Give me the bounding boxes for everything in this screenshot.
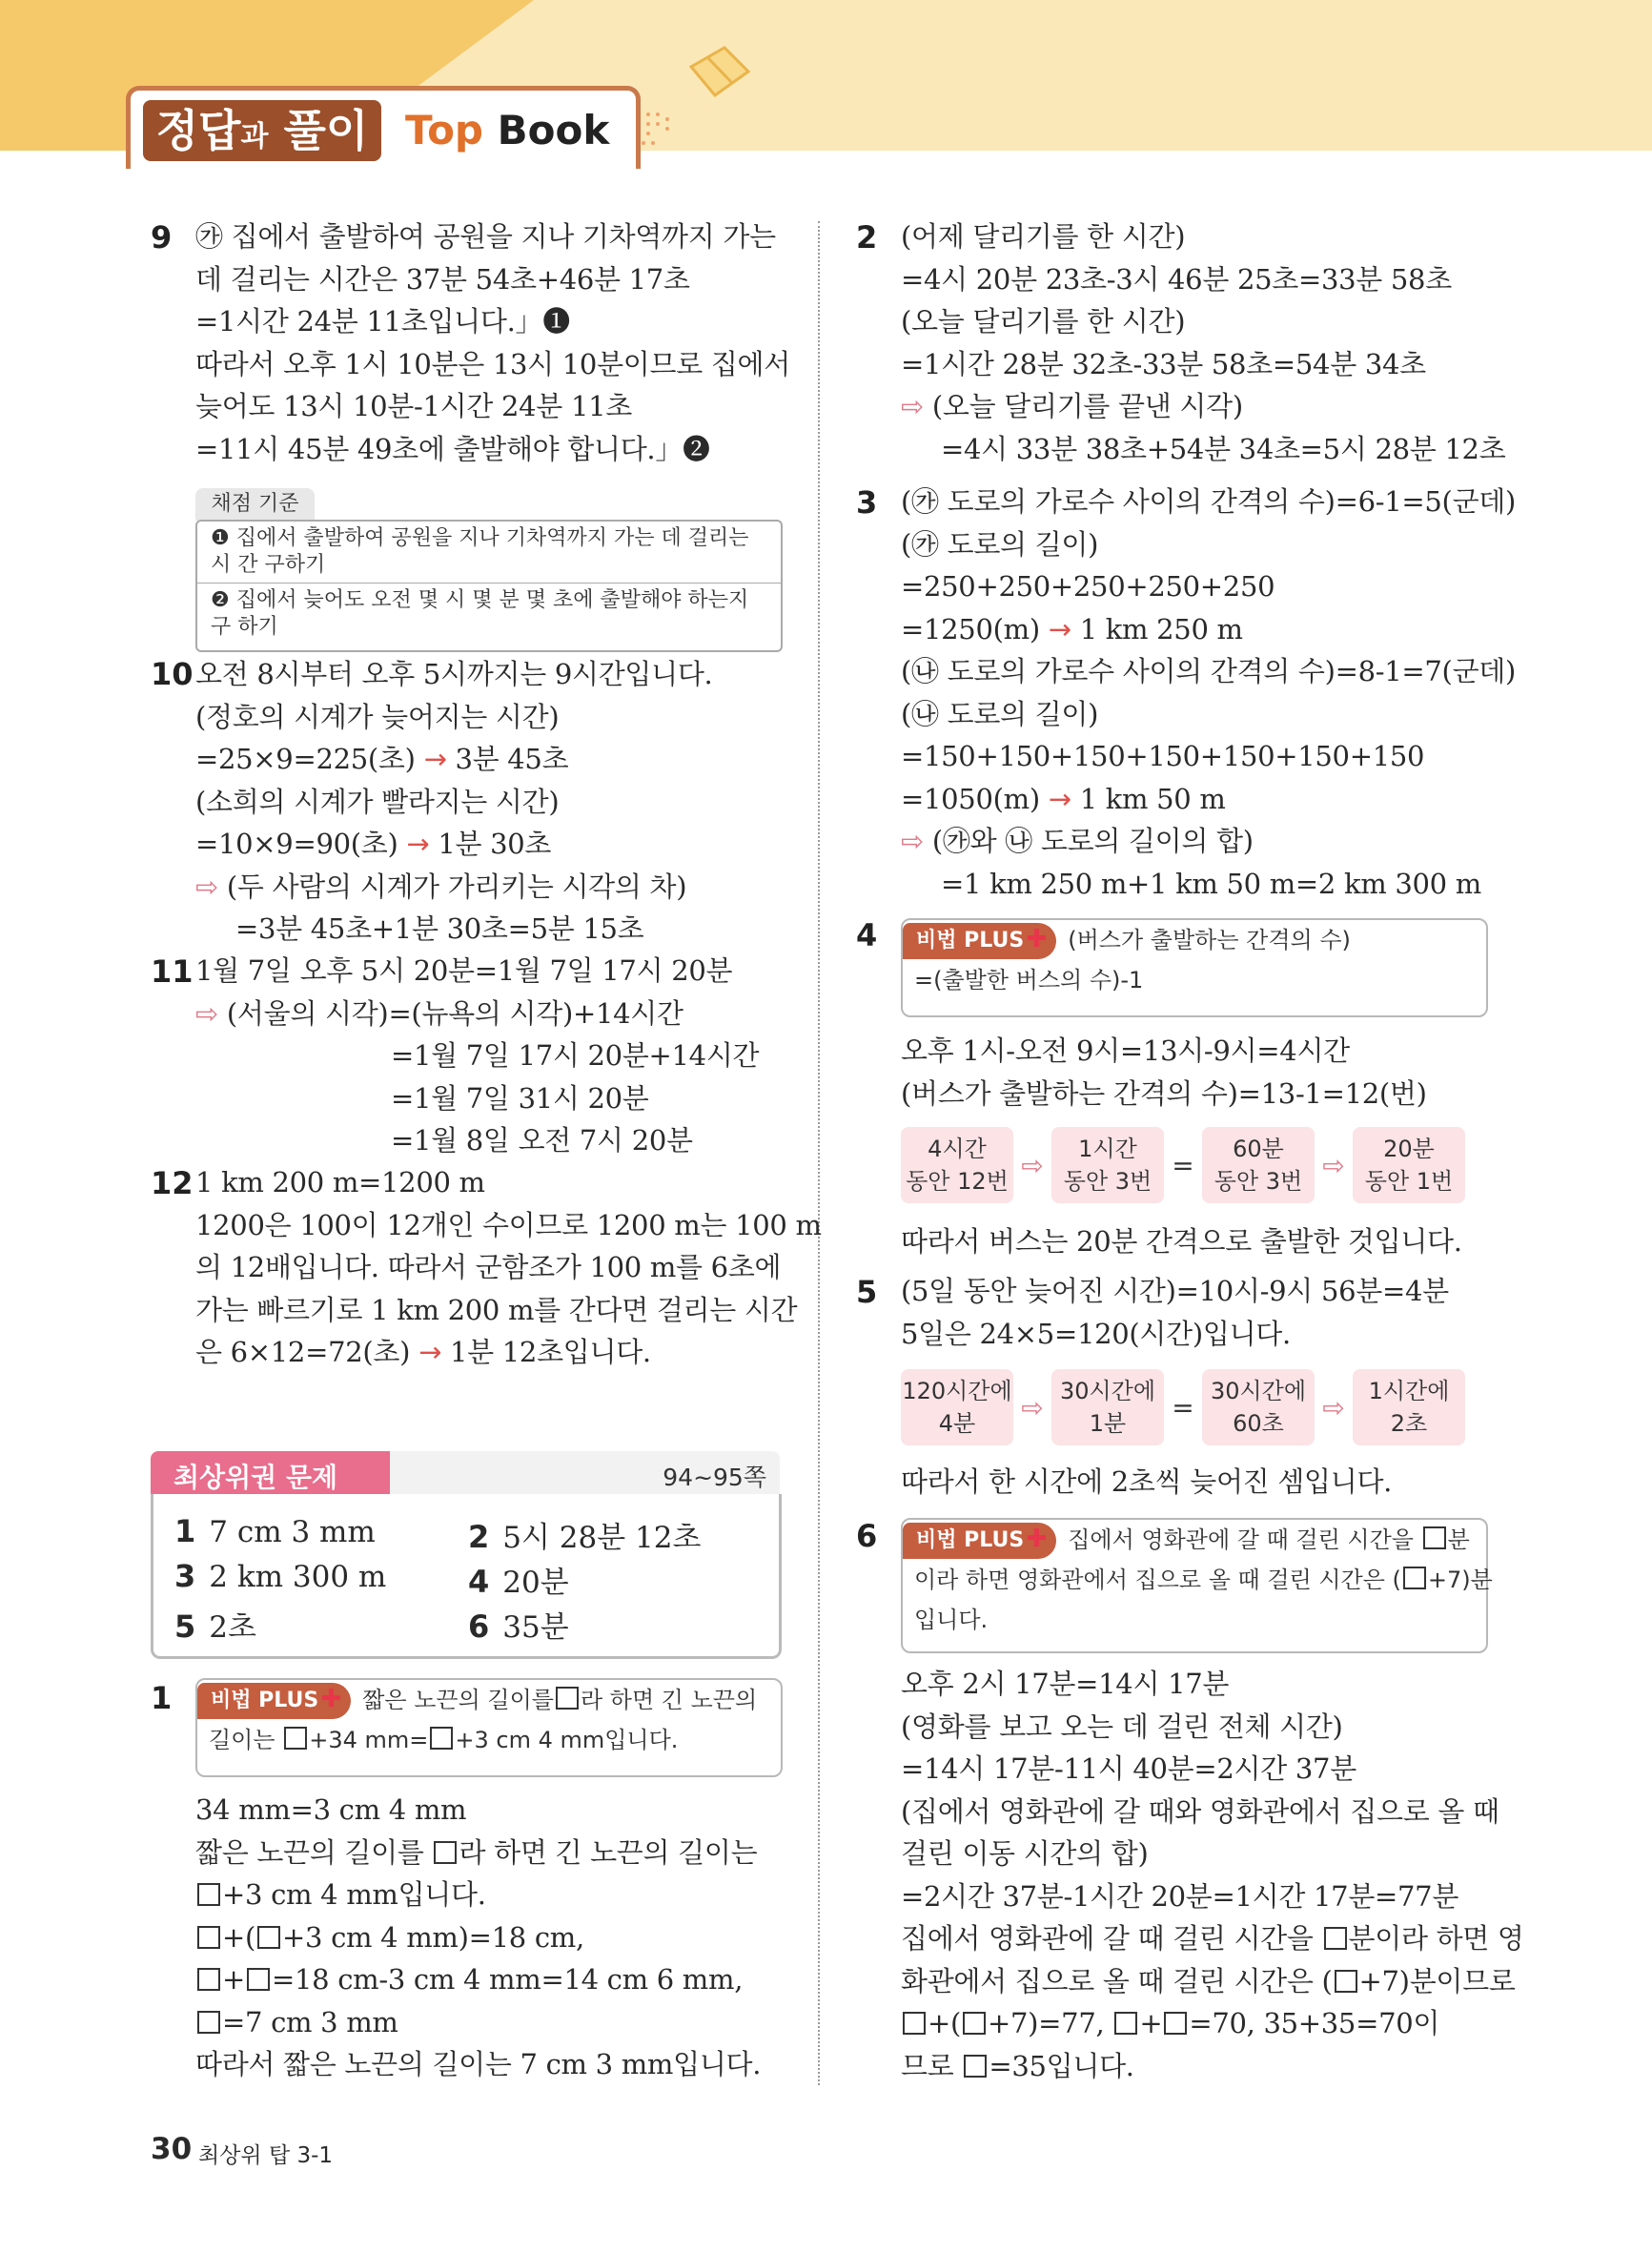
plus-icon: ✚	[320, 1685, 342, 1713]
flow-box: 60분 동안 3번	[1202, 1127, 1315, 1203]
tip-box: 비법 PLUS ✚ (버스가 출발하는 간격의 수) =(출발한 버스의 수)-1	[901, 918, 1488, 1017]
flow-box: 120시간에 4분	[901, 1369, 1013, 1445]
plus-icon: ✚	[1026, 925, 1048, 953]
flow-box: 1시간 동안 3번	[1051, 1127, 1164, 1203]
flow-box: 30시간에 1분	[1051, 1369, 1164, 1445]
blank-box-icon	[1335, 1970, 1357, 1993]
q12-solution: 1 km 200 m=1200 m 1200은 100이 12개인 수이므로 1200 m는 100 m 의 12배입니다. 따라서 군함조가 100 m를 6초에 가는 빠르기로 1 km 200 m를 간다면 걸리는 시간 은 6×12=72(초) → 1분 12초입니다.	[195, 1166, 822, 1368]
flow-box: 4시간 동안 12번	[901, 1127, 1013, 1203]
arrow-icon: ⇨	[1021, 1391, 1044, 1423]
question-number: 2	[856, 219, 878, 256]
criteria-label: 채점 기준	[195, 488, 315, 521]
r3-solution: (㉮ 도로의 가로수 사이의 간격의 수)=6-1=5(군데) (㉮ 도로의 길이) =250+250+250+250+250 =1250(m) → 1 km 250 m (㉯ 도로의 가로수 사이의 간격의 수)=8-1=7(군데) (㉯ 도로의 길이) =150+150+150+150+150+150+150 =1050(m) → 1 km 50 m ⇨ (㉮와 ㉯ 도로의 길이의 합) =1 km 250 m+1 km 50 m=2 km 300 m	[901, 485, 1517, 900]
footer-text: 최상위 탑 3-1	[198, 2143, 334, 2168]
blank-box-icon	[556, 1687, 579, 1710]
book-title: Top Book	[405, 107, 610, 154]
q9-solution: ㉮ 집에서 출발하여 공원을 지나 기차역까지 가는 데 걸리는 시간은 37분 54초+46분 17초 =1시간 24분 11초입니다.」❶ 따라서 오후 1시 10분은 13시 10분이므로 집에서 늦어도 13시 10분-1시간 24분 11초 =11시 45분 49초에 출발해야 합니다.」❷	[195, 220, 790, 465]
page-title: 정답과 풀이	[143, 100, 381, 161]
blank-box-icon	[1403, 1567, 1426, 1589]
blank-box-icon	[1324, 1927, 1347, 1950]
blank-box-icon	[430, 1727, 453, 1750]
r2-solution: (어제 달리기를 한 시간) =4시 20분 23초-3시 46분 25초=33분 58초 (오늘 달리기를 한 시간) =1시간 28분 32초-33분 58초=54분 34초 ⇨ (오늘 달리기를 끝낸 시각) =4시 33분 38초+54분 34초=5시 28분 12초	[901, 220, 1506, 465]
arrow-icon: ⇨	[901, 825, 924, 857]
blank-box-icon	[963, 2012, 986, 2035]
tip-tag: 비법 PLUS ✚	[903, 1523, 1056, 1559]
r4-flow	[901, 1127, 1465, 1203]
page-number: 30	[151, 2132, 193, 2166]
section-pages: 94~95쪽	[663, 1464, 766, 1491]
answer-item: 2 5시 28분 12초	[468, 1519, 702, 1555]
tip-box: 비법 PLUS ✚ 집에서 영화관에 갈 때 걸린 시간을 분 이라 하면 영화관에서 집으로 올 때 걸린 시간은 ( +7)분 입니다.	[901, 1518, 1488, 1653]
criteria-item: ❷ 집에서 늦어도 오전 몇 시 몇 분 몇 초에 출발해야 하는지 구 하기	[197, 583, 781, 645]
r6-solution: 오후 2시 17분=14시 17분 (영화를 보고 오는 데 걸린 전체 시간) =14시 17분-11시 40분=2시간 37분 (집에서 영화관에 갈 때와 영화관에서 집으로 올 때 걸린 이동 시간의 합) =2시간 37분-1시간 20분=1시간 17분=77분 집에서 영화관에 갈 때 걸린 시간을 분이라 하면 영 화관에서 집으로 올 때 걸린 시간은 ( +7)분이므로 +( +7)=77, + =70, 35+35=70이 므로 =35입니다.	[901, 1668, 1524, 2082]
tip-tag: 비법 PLUS ✚	[197, 1683, 351, 1719]
question-number: 9	[151, 219, 173, 256]
blank-box-icon	[197, 2011, 220, 2034]
answer-item: 4 20분	[468, 1564, 569, 1600]
blank-box-icon	[257, 1926, 280, 1949]
blank-box-icon	[434, 1841, 457, 1864]
r5-solution: (5일 동안 늦어진 시간)=10시-9시 56분=4분 5일은 24×5=120(시간)입니다.	[901, 1275, 1449, 1350]
s1-solution: 34 mm=3 cm 4 mm 짧은 노끈의 길이를 라 하면 긴 노끈의 길이는 +3 cm 4 mm입니다. +( +3 cm 4 mm)=18 cm, + =18 cm-3 cm 4 mm=14 cm 6 mm, =7 cm 3 mm 따라서 짧은 노끈의 길이는 7 cm 3 mm입니다.	[195, 1793, 762, 2080]
answer-item: 3 2 km 300 m	[174, 1558, 387, 1594]
question-number: 1	[151, 1680, 173, 1716]
blank-box-icon	[247, 1968, 270, 1991]
question-number: 10	[151, 656, 194, 692]
column-divider	[818, 221, 820, 2085]
arrow-icon: ⇨	[195, 996, 218, 1030]
equals-icon: =	[1172, 1391, 1194, 1423]
question-number: 3	[856, 484, 878, 521]
q11-solution: 1월 7일 오후 5시 20분=1월 7일 17시 20분 ⇨ (서울의 시각)=(뉴욕의 시각)+14시간 =1월 7일 17시 20분+14시간 =1월 7일 31시 20분 =1월 8일 오전 7시 20분	[195, 954, 760, 1157]
r5-flow	[901, 1369, 1465, 1445]
r5-conclusion: 따라서 한 시간에 2초씩 늦어진 셈입니다.	[901, 1465, 1393, 1498]
blank-box-icon	[1164, 2012, 1187, 2035]
section-title: 최상위권 문제	[173, 1462, 338, 1493]
tip-tag: 비법 PLUS ✚	[903, 923, 1056, 959]
arrow-icon: ⇨	[1322, 1149, 1345, 1181]
arrow-icon: ⇨	[1322, 1391, 1345, 1423]
arrow-icon: ⇨	[195, 870, 218, 903]
blank-box-icon	[197, 1926, 220, 1949]
answer-box	[151, 1494, 782, 1659]
criteria-item: ❶ 집에서 출발하여 공원을 지나 기차역까지 가는 데 걸리는 시 간 구하기	[211, 526, 749, 577]
blank-box-icon	[197, 1883, 220, 1906]
answer-item: 5 2초	[174, 1608, 256, 1645]
answer-item: 1 7 cm 3 mm	[174, 1513, 376, 1549]
blank-box-icon	[1423, 1526, 1446, 1549]
criteria-box	[195, 520, 783, 652]
blank-box-icon	[1114, 2012, 1137, 2035]
box-icon	[686, 43, 753, 100]
flow-box: 30시간에 60초	[1202, 1369, 1315, 1445]
q10-solution: 오전 8시부터 오후 5시까지는 9시간입니다. (정호의 시계가 늦어지는 시간) =25×9=225(초) → 3분 45초 (소희의 시계가 빨라지는 시간) =10×9=90(초) → 1분 30초 ⇨ (두 사람의 시계가 가리키는 시각의 차) =3분 45초+1분 30초=5분 15초	[195, 658, 713, 945]
question-number: 6	[856, 1518, 878, 1554]
arrow-icon: ⇨	[901, 390, 924, 422]
equals-icon: =	[1172, 1149, 1194, 1181]
blank-box-icon	[903, 2012, 926, 2035]
blank-box-icon	[964, 2055, 987, 2078]
arrow-icon: ⇨	[1021, 1149, 1044, 1181]
section-banner	[151, 1451, 780, 1494]
question-number: 4	[856, 917, 878, 953]
r4-conclusion: 따라서 버스는 20분 간격으로 출발한 것입니다.	[901, 1225, 1462, 1258]
tip-box: 비법 PLUS ✚ 짧은 노끈의 길이를 라 하면 긴 노끈의 길이는 +34 mm= +3 cm 4 mm입니다.	[195, 1678, 783, 1777]
flow-box: 20분 동안 1번	[1353, 1127, 1465, 1203]
question-number: 12	[151, 1165, 194, 1201]
r4-solution: 오후 1시-오전 9시=13시-9시=4시간 (버스가 출발하는 간격의 수)=13-1=12(번)	[901, 1034, 1427, 1110]
question-number: 5	[856, 1274, 878, 1310]
answer-item: 6 35분	[468, 1608, 569, 1645]
plus-icon: ✚	[1026, 1525, 1048, 1553]
blank-box-icon	[197, 1968, 220, 1991]
blank-box-icon	[284, 1727, 307, 1750]
question-number: 11	[151, 953, 194, 990]
flow-box: 1시간에 2초	[1353, 1369, 1465, 1445]
